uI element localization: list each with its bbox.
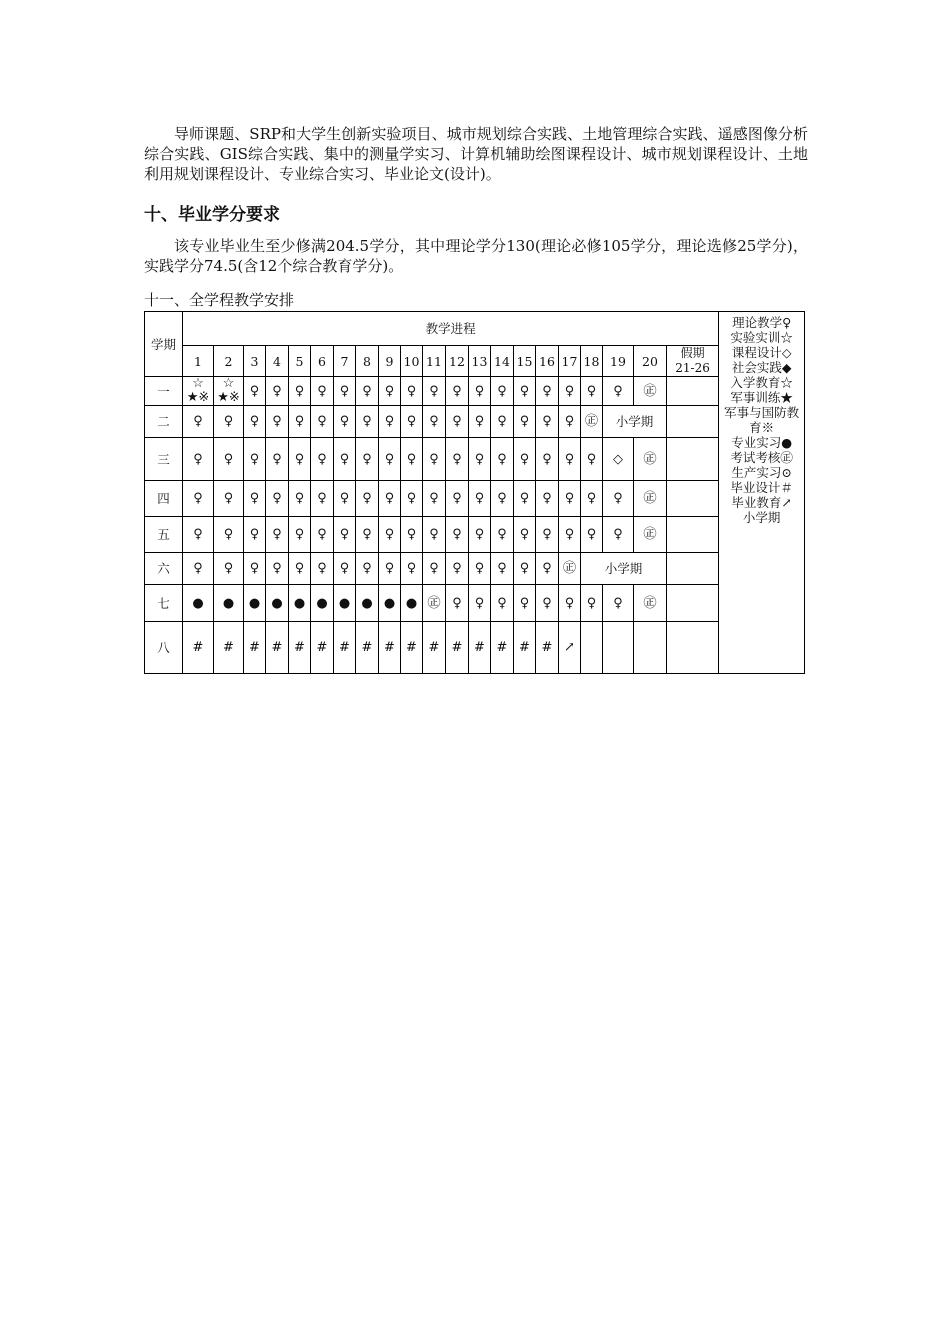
schedule-cell: # bbox=[334, 622, 356, 674]
legend-item: 小学期 bbox=[742, 510, 781, 525]
schedule-cell: ♀ bbox=[244, 406, 266, 438]
week-number: 11 bbox=[423, 346, 446, 377]
vacation-cell bbox=[667, 438, 719, 481]
week-number: 18 bbox=[581, 346, 603, 377]
schedule-cell: ♀ bbox=[536, 481, 559, 517]
week-number: 9 bbox=[379, 346, 401, 377]
schedule-cell: ♀ bbox=[334, 438, 356, 481]
schedule-cell: ♀ bbox=[446, 481, 469, 517]
schedule-cell: ♀ bbox=[379, 481, 401, 517]
schedule-cell: ♀ bbox=[469, 438, 491, 481]
schedule-cell: ♀ bbox=[423, 553, 446, 585]
schedule-cell: ♀ bbox=[581, 585, 603, 622]
schedule-cell: # bbox=[183, 622, 214, 674]
schedule-cell: ♀ bbox=[183, 438, 214, 481]
schedule-cell: ♀ bbox=[214, 553, 244, 585]
schedule-cell: ♀ bbox=[379, 438, 401, 481]
week-number: 1 bbox=[183, 346, 214, 377]
vacation-cell bbox=[667, 622, 719, 674]
term-row bbox=[145, 481, 805, 517]
term-label: 七 bbox=[145, 585, 183, 622]
schedule-cell: ♀ bbox=[266, 377, 289, 406]
schedule-cell: ♀ bbox=[469, 406, 491, 438]
schedule-cell: ♀ bbox=[379, 553, 401, 585]
schedule-cell: ♀ bbox=[446, 553, 469, 585]
section-heading: 十、毕业学分要求 bbox=[144, 205, 280, 225]
term-row bbox=[145, 622, 805, 674]
schedule-cell: ● bbox=[401, 585, 423, 622]
schedule-cell: ♀ bbox=[214, 517, 244, 553]
schedule-cell: ♀ bbox=[356, 481, 379, 517]
schedule-cell: ♀ bbox=[603, 585, 634, 622]
schedule-cell: ♀ bbox=[334, 517, 356, 553]
schedule-cell: # bbox=[289, 622, 311, 674]
schedule-cell: ♀ bbox=[244, 438, 266, 481]
schedule-cell: ♀ bbox=[356, 406, 379, 438]
term-label: 六 bbox=[145, 553, 183, 585]
week-number: 19 bbox=[603, 346, 634, 377]
legend-item: 生产实习⊙ bbox=[731, 465, 792, 480]
term-label: 二 bbox=[145, 406, 183, 438]
schedule-cell: ♀ bbox=[334, 481, 356, 517]
schedule-cell: ● bbox=[183, 585, 214, 622]
progress-header: 教学进程 bbox=[183, 312, 719, 346]
vacation-header bbox=[667, 346, 719, 377]
week-number: 8 bbox=[356, 346, 379, 377]
legend-item: 课程设计◇ bbox=[731, 345, 792, 360]
term-row bbox=[145, 377, 805, 406]
schedule-cell: ♀ bbox=[379, 406, 401, 438]
week-number: 16 bbox=[536, 346, 559, 377]
vacation-header-line: 21-26 bbox=[675, 361, 710, 375]
schedule-cell: ♀ bbox=[289, 553, 311, 585]
summer-term-cell: 小学期 bbox=[581, 553, 667, 585]
schedule-cell: ♀ bbox=[311, 438, 334, 481]
schedule-cell: ● bbox=[266, 585, 289, 622]
schedule-cell: ♀ bbox=[536, 585, 559, 622]
schedule-cell: ♀ bbox=[423, 517, 446, 553]
schedule-cell: ● bbox=[214, 585, 244, 622]
legend-item: 理论教学♀ bbox=[732, 315, 792, 330]
schedule-cell: ♀ bbox=[266, 406, 289, 438]
schedule-cell: ㊣ bbox=[634, 481, 667, 517]
schedule-cell bbox=[581, 622, 603, 674]
schedule-cell: ♀ bbox=[536, 553, 559, 585]
schedule-cell: ♀ bbox=[244, 553, 266, 585]
term-row bbox=[145, 438, 805, 481]
summer-term-cell: 小学期 bbox=[603, 406, 667, 438]
schedule-cell: ♀ bbox=[289, 377, 311, 406]
schedule-cell: ♀ bbox=[289, 481, 311, 517]
term-label: 四 bbox=[145, 481, 183, 517]
schedule-cell: ♀ bbox=[469, 553, 491, 585]
term-row bbox=[145, 585, 805, 622]
schedule-cell: ♀ bbox=[469, 377, 491, 406]
schedule-cell: ♀ bbox=[469, 481, 491, 517]
legend-item: 军事训练★ bbox=[730, 390, 793, 405]
schedule-cell: ♀ bbox=[514, 377, 536, 406]
schedule-cell: ♀ bbox=[514, 481, 536, 517]
schedule-cell: # bbox=[446, 622, 469, 674]
schedule-cell: ● bbox=[334, 585, 356, 622]
schedule-cell: # bbox=[244, 622, 266, 674]
schedule-cell: ㊣ bbox=[634, 517, 667, 553]
schedule-cell: ♀ bbox=[446, 517, 469, 553]
vacation-cell bbox=[667, 377, 719, 406]
schedule-cell: ☆ ★※ bbox=[183, 377, 214, 406]
schedule-cell: ♀ bbox=[401, 553, 423, 585]
schedule-cell: ♀ bbox=[559, 406, 581, 438]
week-number: 6 bbox=[311, 346, 334, 377]
legend-item: 社会实践◆ bbox=[731, 360, 792, 375]
schedule-cell: # bbox=[491, 622, 514, 674]
schedule-cell: ♀ bbox=[266, 438, 289, 481]
vacation-header-line: 假期 bbox=[680, 346, 705, 360]
schedule-cell: ● bbox=[244, 585, 266, 622]
schedule-cell: ♀ bbox=[446, 585, 469, 622]
schedule-cell: # bbox=[379, 622, 401, 674]
schedule-cell: ♀ bbox=[446, 438, 469, 481]
schedule-cell: ㊣ bbox=[634, 377, 667, 406]
schedule-cell: ♀ bbox=[379, 377, 401, 406]
legend-item: 考试考核㊣ bbox=[730, 450, 793, 465]
term-row bbox=[145, 406, 805, 438]
schedule-cell: ♀ bbox=[514, 438, 536, 481]
schedule-cell: ♀ bbox=[446, 377, 469, 406]
schedule-cell: ♀ bbox=[491, 481, 514, 517]
term-header: 学期 bbox=[145, 312, 183, 377]
vacation-cell bbox=[667, 553, 719, 585]
schedule-cell: ♀ bbox=[183, 481, 214, 517]
schedule-cell: ♀ bbox=[266, 553, 289, 585]
vacation-cell bbox=[667, 406, 719, 438]
schedule-cell: # bbox=[469, 622, 491, 674]
schedule-cell: ● bbox=[311, 585, 334, 622]
schedule-cell: ♀ bbox=[514, 585, 536, 622]
schedule-cell: ♀ bbox=[423, 377, 446, 406]
schedule-cell: ♀ bbox=[379, 517, 401, 553]
week-number: 5 bbox=[289, 346, 311, 377]
legend-item: 毕业设计＃ bbox=[730, 480, 793, 495]
schedule-cell: ㊣ bbox=[634, 585, 667, 622]
schedule-cell: ♀ bbox=[401, 517, 423, 553]
schedule-cell: ♀ bbox=[214, 438, 244, 481]
schedule-cell: ♀ bbox=[603, 377, 634, 406]
week-number: 4 bbox=[266, 346, 289, 377]
legend-item: 毕业教育↗ bbox=[731, 495, 792, 510]
schedule-cell: ♀ bbox=[401, 377, 423, 406]
schedule-cell: ㊣ bbox=[559, 553, 581, 585]
schedule-cell: ♀ bbox=[401, 406, 423, 438]
schedule-cell bbox=[603, 622, 634, 674]
term-label: 三 bbox=[145, 438, 183, 481]
schedule-cell: ♀ bbox=[559, 377, 581, 406]
week-number: 15 bbox=[514, 346, 536, 377]
term-row bbox=[145, 517, 805, 553]
week-number: 12 bbox=[446, 346, 469, 377]
week-number: 13 bbox=[469, 346, 491, 377]
schedule-cell: # bbox=[514, 622, 536, 674]
schedule-cell: ♀ bbox=[514, 517, 536, 553]
intro-paragraph: 导师课题、SRP和大学生创新实验项目、城市规划综合实践、土地管理综合实践、遥感图像分析综合实践、GIS综合实践、集中的测量学实习、计算机辅助绘图课程设计、城市规划课程设计、土地利用规划课程设计、专业综合实习、毕业论文(设计)。 bbox=[144, 125, 808, 183]
schedule-cell: ♀ bbox=[183, 406, 214, 438]
schedule-cell: # bbox=[214, 622, 244, 674]
schedule-cell: ♀ bbox=[214, 406, 244, 438]
schedule-cell: ☆ ★※ bbox=[214, 377, 244, 406]
vacation-cell bbox=[667, 517, 719, 553]
schedule-cell: ♀ bbox=[559, 481, 581, 517]
schedule-cell: ● bbox=[356, 585, 379, 622]
schedule-cell: ♀ bbox=[514, 553, 536, 585]
schedule-cell: ♀ bbox=[401, 438, 423, 481]
schedule-cell: # bbox=[401, 622, 423, 674]
schedule-cell bbox=[634, 622, 667, 674]
schedule-cell: ♀ bbox=[266, 517, 289, 553]
vacation-cell bbox=[667, 481, 719, 517]
schedule-cell: ♀ bbox=[183, 553, 214, 585]
term-label: 八 bbox=[145, 622, 183, 674]
schedule-cell: ♀ bbox=[334, 553, 356, 585]
schedule-cell: ♀ bbox=[356, 377, 379, 406]
schedule-cell: ♀ bbox=[491, 438, 514, 481]
schedule-cell: ♀ bbox=[469, 585, 491, 622]
schedule-cell: ♀ bbox=[244, 377, 266, 406]
term-label: 一 bbox=[145, 377, 183, 406]
schedule-cell: ♀ bbox=[311, 377, 334, 406]
vacation-cell bbox=[667, 585, 719, 622]
schedule-cell: ♀ bbox=[536, 406, 559, 438]
week-number: 17 bbox=[559, 346, 581, 377]
schedule-cell: ♀ bbox=[491, 377, 514, 406]
schedule-cell: ♀ bbox=[401, 481, 423, 517]
schedule-table bbox=[144, 311, 805, 674]
term-row bbox=[145, 553, 805, 585]
week-number: 7 bbox=[334, 346, 356, 377]
schedule-cell: ♀ bbox=[536, 377, 559, 406]
schedule-cell: # bbox=[311, 622, 334, 674]
schedule-cell: ♀ bbox=[183, 517, 214, 553]
schedule-cell: ♀ bbox=[423, 438, 446, 481]
legend-item: 专业实习● bbox=[731, 435, 793, 450]
schedule-cell: ♀ bbox=[581, 481, 603, 517]
schedule-cell: ♀ bbox=[581, 517, 603, 553]
schedule-cell: ♀ bbox=[491, 517, 514, 553]
week-number: 20 bbox=[634, 346, 667, 377]
legend-item: 入学教育☆ bbox=[730, 375, 793, 390]
schedule-cell: ♀ bbox=[423, 406, 446, 438]
schedule-cell: ㊣ bbox=[581, 406, 603, 438]
schedule-cell: # bbox=[266, 622, 289, 674]
schedule-cell: ♀ bbox=[491, 585, 514, 622]
schedule-cell: ♀ bbox=[423, 481, 446, 517]
schedule-cell: ♀ bbox=[559, 517, 581, 553]
schedule-cell: ㊣ bbox=[423, 585, 446, 622]
schedule-cell: ♀ bbox=[446, 406, 469, 438]
schedule-cell: ♀ bbox=[311, 481, 334, 517]
legend-item: 实验实训☆ bbox=[730, 330, 793, 345]
schedule-cell: ♀ bbox=[334, 377, 356, 406]
credits-paragraph: 该专业毕业生至少修满204.5学分，其中理论学分130(理论必修105学分，理论选修25学分)，实践学分74.5(含12个综合教育学分)。 bbox=[144, 237, 808, 275]
table-caption: 十一、全学程教学安排 bbox=[144, 291, 295, 309]
legend-item: 军事与国防教育※ bbox=[724, 405, 800, 435]
schedule-cell: ♀ bbox=[581, 377, 603, 406]
week-number: 2 bbox=[214, 346, 244, 377]
legend bbox=[719, 312, 805, 674]
schedule-cell: ㊣ bbox=[634, 438, 667, 481]
schedule-cell: ♀ bbox=[311, 517, 334, 553]
schedule-cell: ♀ bbox=[356, 517, 379, 553]
schedule-cell: ♀ bbox=[514, 406, 536, 438]
schedule-cell: ♀ bbox=[536, 517, 559, 553]
schedule-cell: ♀ bbox=[356, 553, 379, 585]
schedule-cell: ♀ bbox=[469, 517, 491, 553]
schedule-cell: ♀ bbox=[311, 406, 334, 438]
schedule-cell: ♀ bbox=[289, 406, 311, 438]
schedule-cell: ♀ bbox=[356, 438, 379, 481]
schedule-cell: ♀ bbox=[244, 481, 266, 517]
schedule-cell: ♀ bbox=[559, 585, 581, 622]
schedule-cell: ♀ bbox=[289, 517, 311, 553]
schedule-cell: # bbox=[423, 622, 446, 674]
term-label: 五 bbox=[145, 517, 183, 553]
schedule-cell: # bbox=[356, 622, 379, 674]
schedule-cell: ♀ bbox=[536, 438, 559, 481]
schedule-cell: ● bbox=[379, 585, 401, 622]
schedule-cell: ♀ bbox=[603, 517, 634, 553]
schedule-cell: ♀ bbox=[491, 553, 514, 585]
schedule-cell: ↗ bbox=[559, 622, 581, 674]
schedule-cell: ♀ bbox=[603, 481, 634, 517]
schedule-cell: ♀ bbox=[311, 553, 334, 585]
schedule-cell: # bbox=[536, 622, 559, 674]
schedule-cell: ♀ bbox=[581, 438, 603, 481]
schedule-cell: ♀ bbox=[244, 517, 266, 553]
schedule-cell: ◇ bbox=[603, 438, 634, 481]
schedule-cell: ♀ bbox=[559, 438, 581, 481]
schedule-cell: ♀ bbox=[491, 406, 514, 438]
week-number: 14 bbox=[491, 346, 514, 377]
week-number: 10 bbox=[401, 346, 423, 377]
schedule-cell: ♀ bbox=[214, 481, 244, 517]
schedule-cell: ♀ bbox=[289, 438, 311, 481]
schedule-cell: ● bbox=[289, 585, 311, 622]
week-number: 3 bbox=[244, 346, 266, 377]
schedule-cell: ♀ bbox=[334, 406, 356, 438]
schedule-cell: ♀ bbox=[266, 481, 289, 517]
